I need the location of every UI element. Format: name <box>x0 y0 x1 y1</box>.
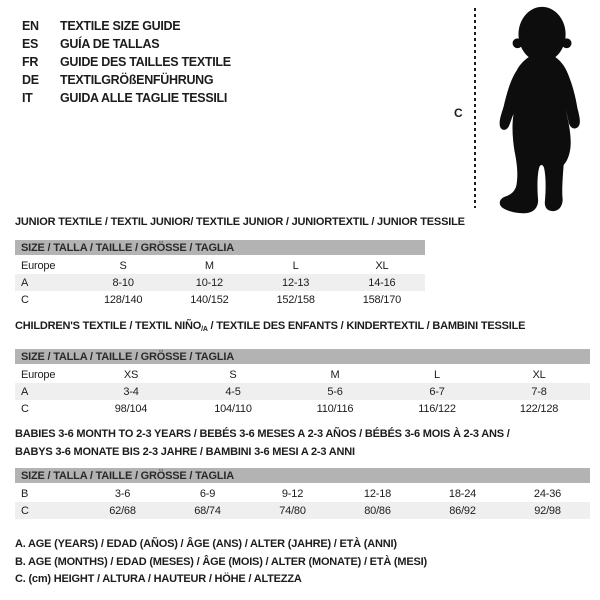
table-header-band <box>15 468 590 484</box>
row-label-cell: A <box>15 383 80 400</box>
language-title: TEXTILE SIZE GUIDE <box>60 19 181 33</box>
table-cell: 12-13 <box>253 274 339 291</box>
table-cell: XL <box>532 368 546 381</box>
babies-title-line1: BABIES 3-6 MONTH TO 2-3 YEARS / BEBÉS 3-6 MESES A 2-3 AÑOS / BÉBÉS 3-6 MOIS À 2-3 ANS / <box>15 428 510 440</box>
table-cell: 7-8 <box>488 383 590 400</box>
table-row-c <box>15 502 590 519</box>
table-cell: L <box>292 259 299 272</box>
table-row-c <box>15 291 425 308</box>
table-cell: 74/80 <box>250 502 335 519</box>
row-label-cell: Europe <box>21 368 56 381</box>
table-cell: 104/110 <box>214 402 252 415</box>
table-cell: M <box>330 368 340 381</box>
table-cell: 98/104 <box>114 402 148 415</box>
note-c: C. (cm) HEIGHT / ALTURA / HAUTEUR / HÖHE / ALTEZZA <box>15 573 302 585</box>
language-title: GUIDA ALLE TAGLIE TESSILI <box>60 91 228 105</box>
table-cell: 6-7 <box>386 383 488 400</box>
table-cell: 10-12 <box>166 274 252 291</box>
junior-section-title: JUNIOR TEXTILE / TEXTIL JUNIOR/ TEXTILE JUNIOR / JUNIORTEXTIL / JUNIOR TESSILE <box>15 216 465 228</box>
note-a: A. AGE (YEARS) / EDAD (AÑOS) / ÂGE (ANS) / ALTER (JAHRE) / ETÀ (ANNI) <box>15 538 397 550</box>
table-row-europe <box>15 256 425 274</box>
legend-notes <box>15 536 427 589</box>
children-section-title <box>15 320 525 333</box>
table-cell: 3-6 <box>114 487 131 500</box>
table-row-c <box>15 400 590 417</box>
table-cell: 8-10 <box>80 274 166 291</box>
table-cell: 5-6 <box>284 383 386 400</box>
language-code: FR <box>22 55 39 69</box>
table-cell: 6-9 <box>199 487 216 500</box>
table-cell: 140/152 <box>190 293 229 306</box>
language-title: TEXTILGRÖßENFÜHRUNG <box>60 73 214 87</box>
table-cell: 158/170 <box>362 293 402 306</box>
babies-title-line2: BABYS 3-6 MONATE BIS 2-3 JAHRE / BAMBINI 3-6 MESI A 2-3 ANNI <box>15 445 355 458</box>
language-code: DE <box>22 73 39 87</box>
height-measure-line <box>474 8 476 208</box>
table-cell: 12-18 <box>363 487 392 500</box>
row-label-cell: A <box>15 274 80 291</box>
children-size-table <box>15 349 590 417</box>
row-label-cell: C <box>21 293 29 306</box>
row-label-cell: B <box>21 487 29 500</box>
figure-area <box>440 0 600 220</box>
table-cell: 62/68 <box>80 502 165 519</box>
size-header-cell: SIZE / TALLA / TAILLE / GRÖSSE / TAGLIA <box>15 349 590 365</box>
table-row-a <box>15 383 590 400</box>
language-code: EN <box>22 19 39 33</box>
children-title-post: / TEXTILE DES ENFANTS / KINDERTEXTIL / BAMBINI TESSILE <box>207 320 526 332</box>
table-row-a <box>15 274 425 291</box>
row-label-cell: C <box>15 502 80 519</box>
table-cell: 3-4 <box>80 383 182 400</box>
table-cell: 152/158 <box>276 293 315 306</box>
note-b: B. AGE (MONTHS) / EDAD (MESES) / ÂGE (MOIS) / ALTER (MONATE) / ETÀ (MESI) <box>15 555 427 568</box>
language-code: ES <box>22 37 39 51</box>
table-cell: S <box>119 259 127 272</box>
size-header-cell: SIZE / TALLA / TAILLE / GRÖSSE / TAGLIA <box>15 468 590 484</box>
language-title: GUIDE DES TAILLES TEXTILE <box>60 55 231 69</box>
table-cell: 14-16 <box>339 274 425 291</box>
children-title-sub: /A <box>201 326 208 333</box>
table-cell: 4-5 <box>182 383 284 400</box>
table-cell: M <box>204 259 214 272</box>
language-row-it <box>22 89 231 107</box>
table-header-band <box>15 240 425 256</box>
junior-size-table <box>15 240 425 308</box>
table-cell: XL <box>375 259 389 272</box>
language-row-en <box>22 17 231 35</box>
table-cell: 86/92 <box>420 502 505 519</box>
table-cell: 128/140 <box>103 293 143 306</box>
language-row-es <box>22 35 231 53</box>
table-cell: 68/74 <box>165 502 250 519</box>
table-row-europe <box>15 365 590 383</box>
table-cell: 80/86 <box>335 502 420 519</box>
language-code: IT <box>22 91 33 105</box>
table-cell: L <box>434 368 440 381</box>
row-label-cell: C <box>21 402 29 415</box>
language-list <box>22 17 231 107</box>
babies-size-table <box>15 468 590 519</box>
table-header-band <box>15 349 590 365</box>
language-row-fr <box>22 53 231 71</box>
table-cell: 92/98 <box>505 502 590 519</box>
table-cell: 9-12 <box>281 487 304 500</box>
babies-section-title <box>15 426 510 461</box>
children-title-pre: CHILDREN'S TEXTILE / TEXTIL NIÑO <box>15 320 202 332</box>
table-cell: 110/116 <box>316 402 354 415</box>
table-cell: S <box>229 368 237 381</box>
language-row-de <box>22 71 231 89</box>
row-label-cell: Europe <box>21 259 56 272</box>
size-header-cell: SIZE / TALLA / TAILLE / GRÖSSE / TAGLIA <box>15 240 425 256</box>
table-cell: 18-24 <box>448 487 477 500</box>
table-cell: 122/128 <box>519 402 559 415</box>
table-cell: 116/122 <box>418 402 456 415</box>
table-cell: XS <box>123 368 139 381</box>
language-title: GUÍA DE TALLAS <box>60 37 160 51</box>
figure-height-label: C <box>454 106 463 120</box>
table-row-b <box>15 484 590 502</box>
table-cell: 24-36 <box>533 487 562 500</box>
baby-silhouette-icon <box>490 3 598 216</box>
